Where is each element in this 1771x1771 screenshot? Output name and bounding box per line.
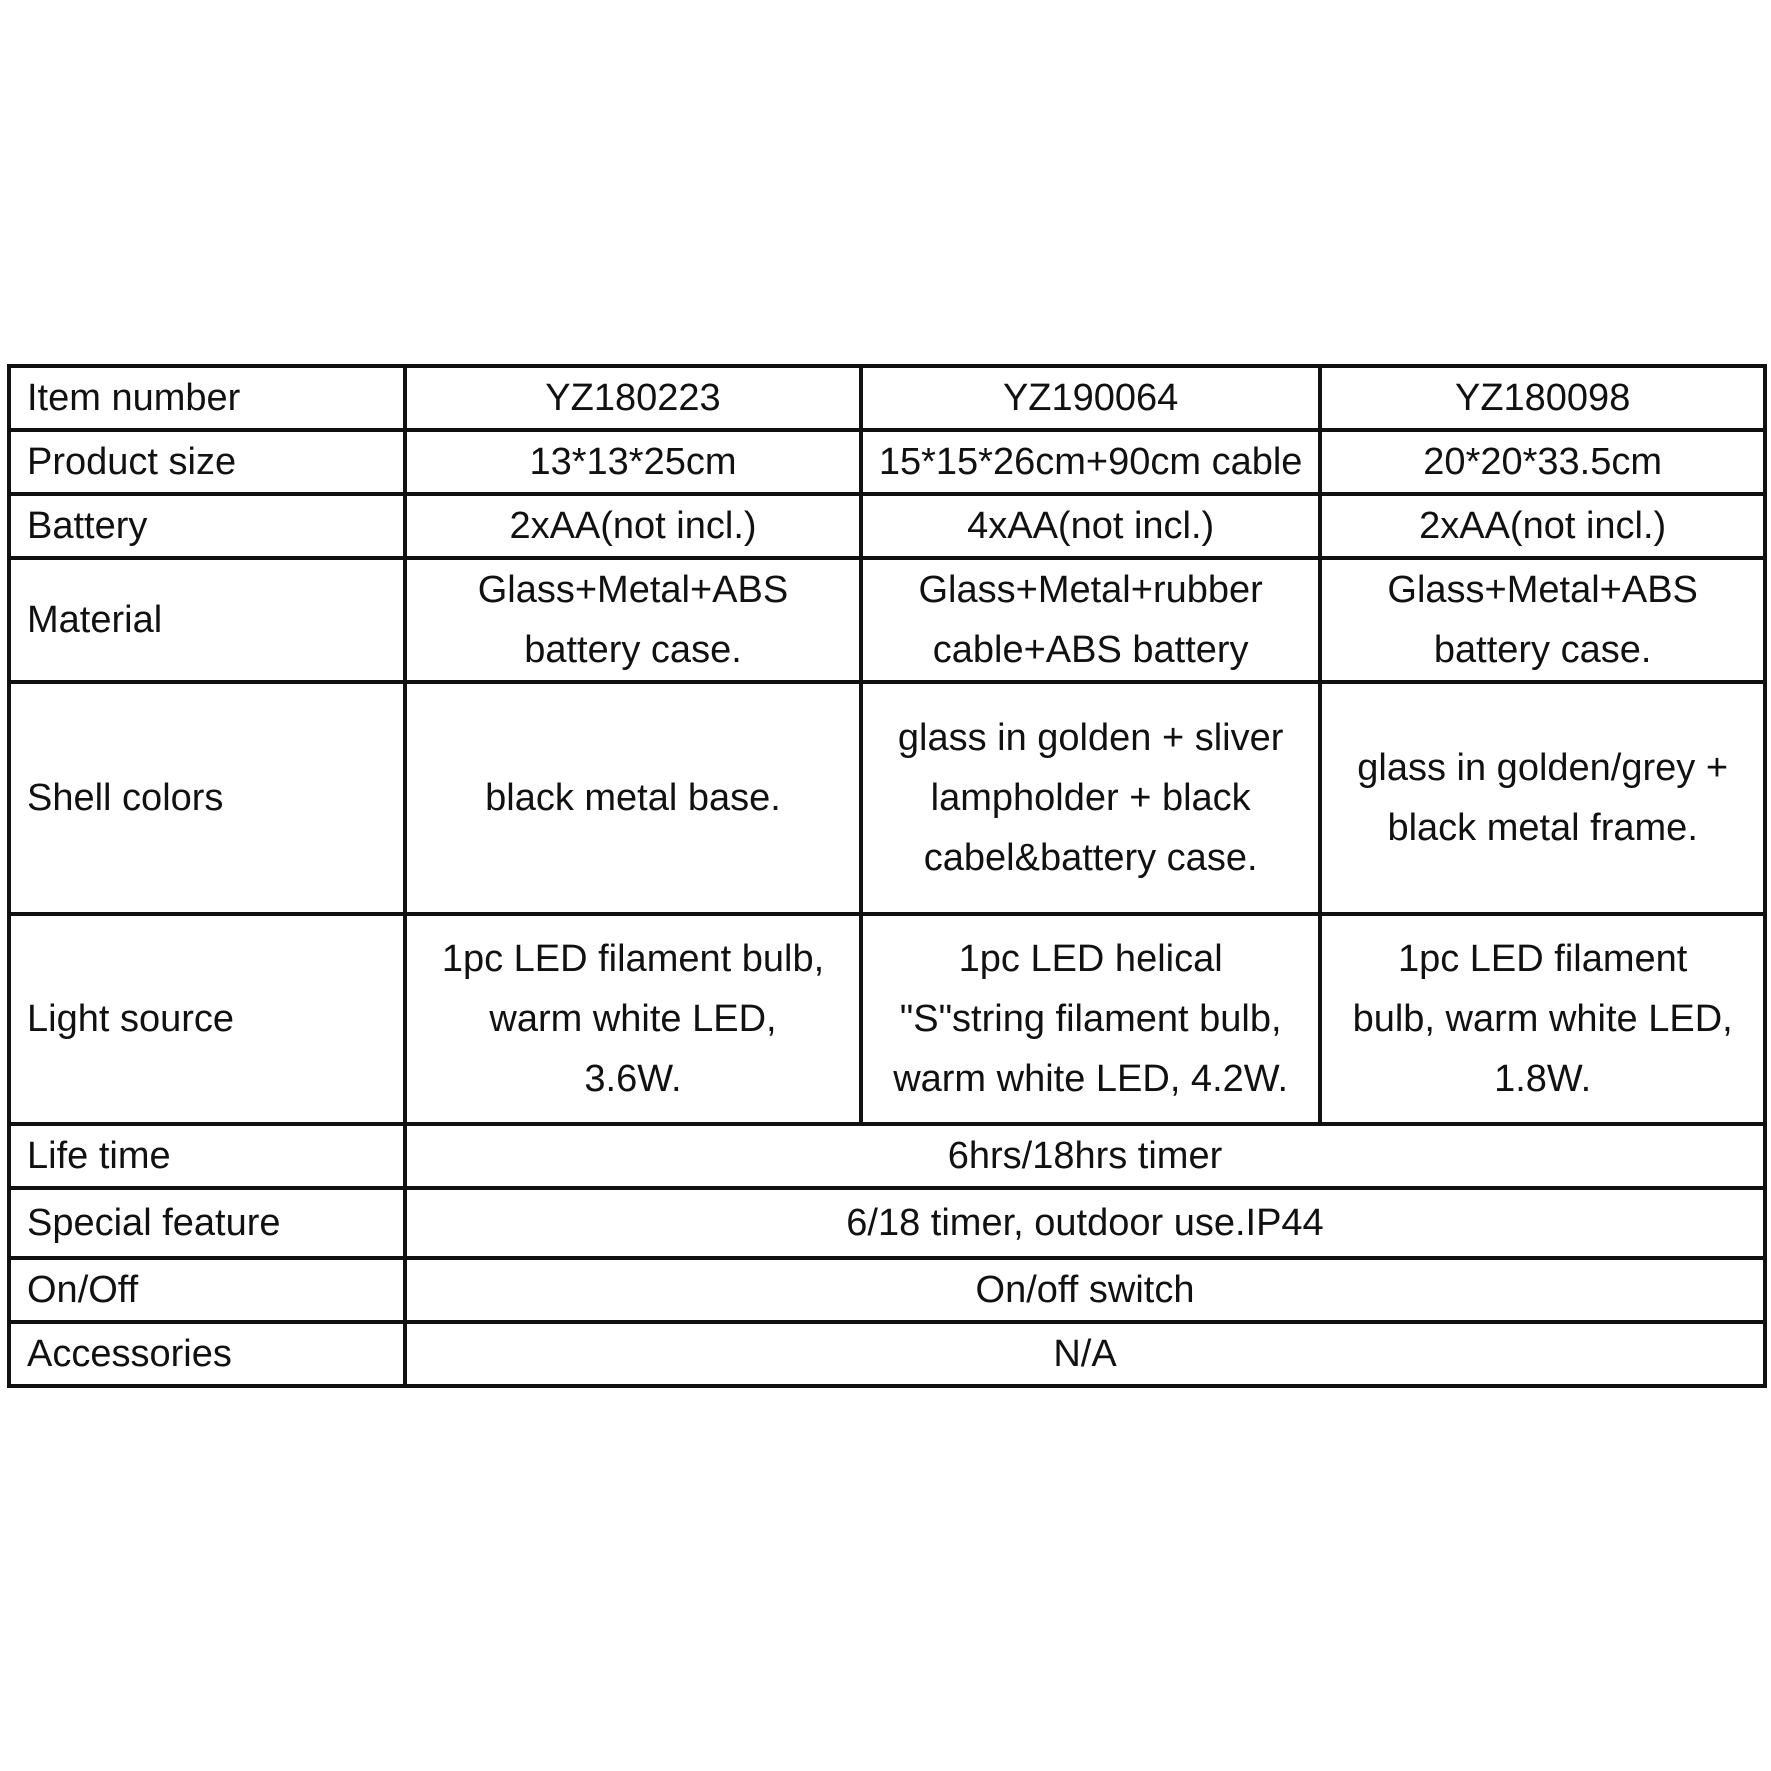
cell-shell-colors-3 — [1320, 682, 1765, 914]
cell-line: bulb, warm white LED, — [1352, 998, 1733, 1040]
row-label-shell-colors: Shell colors — [9, 682, 405, 914]
cell-accessories: N/A — [405, 1322, 1765, 1386]
cell-line: Glass+Metal+ABS — [477, 569, 789, 611]
table-row — [9, 430, 1765, 494]
table-row — [9, 366, 1765, 430]
cell-item-number-2: YZ190064 — [861, 366, 1320, 430]
cell-line: cabel&battery case. — [923, 837, 1258, 879]
cell-line: 1pc LED filament — [1397, 938, 1688, 980]
cell-battery-2: 4xAA(not incl.) — [861, 494, 1320, 558]
cell-line: 3.6W. — [584, 1058, 682, 1100]
cell-line: warm white LED, — [489, 998, 777, 1040]
cell-line: 1.8W. — [1494, 1058, 1592, 1100]
cell-material-2 — [861, 558, 1320, 682]
table-row — [9, 1124, 1765, 1188]
cell-life-time: 6hrs/18hrs timer — [405, 1124, 1765, 1188]
row-label-accessories: Accessories — [9, 1322, 405, 1386]
cell-light-source-3 — [1320, 914, 1765, 1124]
cell-product-size-2-text: 15*15*26cm+90cm cable — [878, 441, 1303, 483]
cell-material-3 — [1320, 558, 1765, 682]
cell-line: black metal base. — [485, 777, 781, 819]
cell-shell-colors-2 — [861, 682, 1320, 914]
cell-battery-3: 2xAA(not incl.) — [1320, 494, 1765, 558]
cell-on-off: On/off switch — [405, 1258, 1765, 1322]
row-label-light-source: Light source — [9, 914, 405, 1124]
cell-line: black metal frame. — [1387, 807, 1698, 849]
table-row — [9, 1188, 1765, 1258]
row-label-product-size: Product size — [9, 430, 405, 494]
cell-line: Glass+Metal+rubber — [918, 569, 1263, 611]
cell-line: 1pc LED filament bulb, — [441, 938, 825, 980]
cell-line: Glass+Metal+ABS — [1387, 569, 1698, 611]
table-row — [9, 1258, 1765, 1322]
cell-light-source-1 — [405, 914, 861, 1124]
cell-line: lampholder + black — [930, 777, 1251, 819]
cell-shell-colors-1 — [405, 682, 861, 914]
table-row — [9, 914, 1765, 1124]
cell-special-feature: 6/18 timer, outdoor use.IP44 — [405, 1188, 1765, 1258]
table-row — [9, 558, 1765, 682]
table-row — [9, 1322, 1765, 1386]
row-label-battery: Battery — [9, 494, 405, 558]
row-label-life-time: Life time — [9, 1124, 405, 1188]
row-label-material: Material — [9, 558, 405, 682]
table-row — [9, 682, 1765, 914]
cell-line: battery case. — [524, 629, 742, 671]
cell-product-size-2 — [861, 430, 1320, 494]
cell-line: battery case. — [1433, 629, 1652, 671]
table-row — [9, 494, 1765, 558]
cell-line: 1pc LED helical — [958, 938, 1223, 980]
cell-product-size-1: 13*13*25cm — [405, 430, 861, 494]
cell-line: cable+ABS battery — [932, 629, 1249, 671]
cell-product-size-3: 20*20*33.5cm — [1320, 430, 1765, 494]
cell-material-1 — [405, 558, 861, 682]
product-spec-table — [7, 364, 1767, 1388]
cell-light-source-2 — [861, 914, 1320, 1124]
cell-line: glass in golden + sliver — [897, 717, 1284, 759]
cell-line: "S"string filament bulb, — [899, 998, 1282, 1040]
cell-battery-1: 2xAA(not incl.) — [405, 494, 861, 558]
row-label-item-number: Item number — [9, 366, 405, 430]
cell-line: warm white LED, 4.2W. — [893, 1058, 1289, 1100]
cell-item-number-1: YZ180223 — [405, 366, 861, 430]
cell-item-number-3: YZ180098 — [1320, 366, 1765, 430]
row-label-special-feature: Special feature — [9, 1188, 405, 1258]
cell-line: glass in golden/grey + — [1357, 747, 1729, 789]
row-label-on-off: On/Off — [9, 1258, 405, 1322]
